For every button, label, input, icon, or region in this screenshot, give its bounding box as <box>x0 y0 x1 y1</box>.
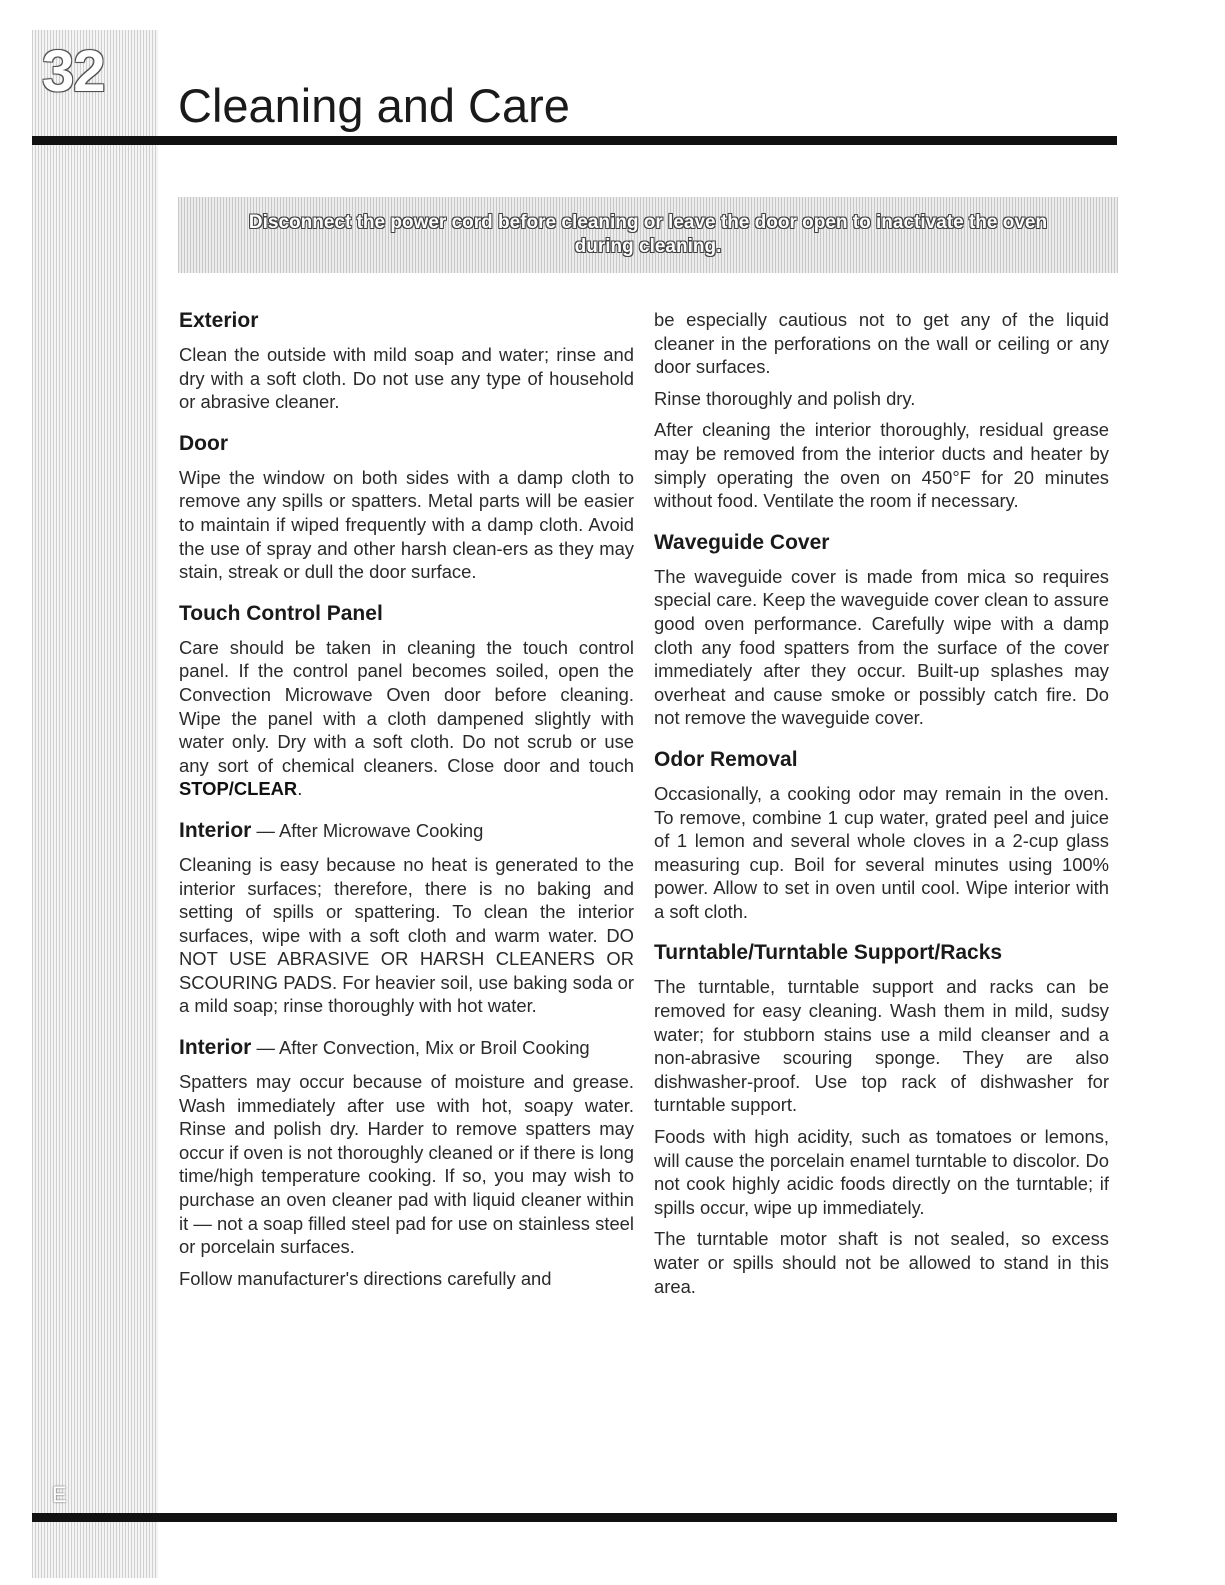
door-body: Wipe the window on both sides with a damp cloth to remove any spills or spatters. Metal parts will be easier to maintain if wiped frequently with a damp cloth. Avoid the use of spray and other harsh clean-ers as they may stain, streak or dull the door surface. <box>179 466 634 583</box>
section-heading-interior-microwave <box>179 818 634 844</box>
turntable-body-2: Foods with high acidity, such as tomatoes or lemons, will cause the porcelain enamel turntable to discolor. Do not cook highly acidic foods directly on the turntable; if spills occur, wipe up immediately. <box>654 1126 1109 1218</box>
exterior-body: Clean the outside with mild soap and water; rinse and dry with a soft cloth. Do not use any type of household or abrasive cleaner. <box>179 344 634 413</box>
footer-rule <box>32 1513 1117 1522</box>
section-heading-odor: Odor Removal <box>654 747 798 771</box>
touch-control-body <box>179 636 634 801</box>
interior-heading: Interior <box>179 1036 252 1060</box>
waveguide-body: The waveguide cover is made from mica so requires special care. Keep the waveguide cover clean to assure good oven performance. Carefully wipe with a damp cloth any food spatters from the surface of the cover immediately after they occur. Built-up splashes may overheat and cause smoke or possibly catch fire. Do not remove the waveguide cover. <box>654 565 1109 729</box>
interior-convection-body-2: Follow manufacturer's directions carefully and <box>179 1267 552 1289</box>
continued-text-1: be especially cautious not to get any of the liquid cleaner in the perforations on the wall or ceiling or any door surfaces. <box>654 309 1109 378</box>
turntable-body-1: The turntable, turntable support and racks can be removed for easy cleaning. Wash them in mild, sudsy water; for stubborn stains use a mild cleanser and a non-abrasive scouring sponge. They are also dishwasher-proof. Use top rack of dishwasher for turntable support. <box>654 976 1109 1116</box>
section-heading-door: Door <box>179 431 228 455</box>
continued-text-2: Rinse thoroughly and polish dry. <box>654 387 916 409</box>
side-strip <box>32 30 158 1578</box>
interior-microwave-body: Cleaning is easy because no heat is generated to the interior surfaces; therefore, there is no baking and setting of spills or spattering. To clean the interior surfaces, wipe with a soft cloth and warm water. DO NOT USE ABRASIVE OR HARSH CLEANERS OR SCOURING PADS. For heavier soil, use baking soda or a mild soap; rinse thoroughly with hot water. <box>179 853 634 1017</box>
continued-text-3: After cleaning the interior thoroughly, residual grease may be removed from the interior ducts and heater by simply operating the oven on 450°F for 20 minutes without food. Ventilate the room if necessary. <box>654 419 1109 512</box>
section-heading-turntable: Turntable/Turntable Support/Racks <box>654 941 1003 965</box>
stop-clear-label: STOP/CLEAR <box>179 778 298 800</box>
interior-convection-body: Spatters may occur because of moisture and grease. Wash immediately after use with hot, soapy water. Rinse and polish dry. Harder to remove spatters may occur if oven is not thoroughly cleaned or if there is long time/high temperature cooking. If so, you may wish to purchase an oven cleaner pad with liquid cleaner within it — not a soap filled steel pad for use on stainless steel or porcelain surfaces. <box>179 1071 634 1258</box>
section-heading-touch-control: Touch Control Panel <box>179 601 383 625</box>
page-title: Cleaning and Care <box>178 79 570 132</box>
touch-control-text: Care should be taken in cleaning the touch control panel. If the control panel becomes soiled, open the Convection Microwave Oven door before cleaning. Wipe the panel with a cloth dampened slightly with water only. Dry with a soft cloth. Do not scrub or use any sort of chemical cleaners. Close door and touch <box>179 636 634 776</box>
interior-subheading: — After Microwave Cooking <box>251 819 484 841</box>
touch-control-end: . <box>297 778 303 800</box>
section-heading-interior-convection <box>179 1035 634 1061</box>
left-column <box>179 308 634 1298</box>
interior-subheading: — After Convection, Mix or Broil Cooking <box>251 1037 590 1059</box>
warning-banner <box>178 197 1118 273</box>
odor-body: Occasionally, a cooking odor may remain in the oven. To remove, combine 1 cup water, grated peel and juice of 1 lemon and several whole cloves in a 2-cup glass measuring cup. Boil for several minutes using 100% power. Allow to set in oven until cool. Wipe interior with a soft cloth. <box>654 782 1109 922</box>
language-tag: E <box>52 1482 67 1507</box>
section-heading-waveguide: Waveguide Cover <box>654 530 830 554</box>
page-number: 32 <box>42 39 105 104</box>
section-heading-exterior: Exterior <box>179 309 259 332</box>
header-rule <box>32 136 1117 145</box>
right-column <box>654 308 1109 1306</box>
warning-text: Disconnect the power cord before cleaning or leave the door open to inactivate the oven during cleaning. <box>248 212 1048 257</box>
interior-heading: Interior <box>179 818 252 842</box>
turntable-body-3: The turntable motor shaft is not sealed, so excess water or spills should not be allowed to stand in this area. <box>654 1228 1109 1297</box>
